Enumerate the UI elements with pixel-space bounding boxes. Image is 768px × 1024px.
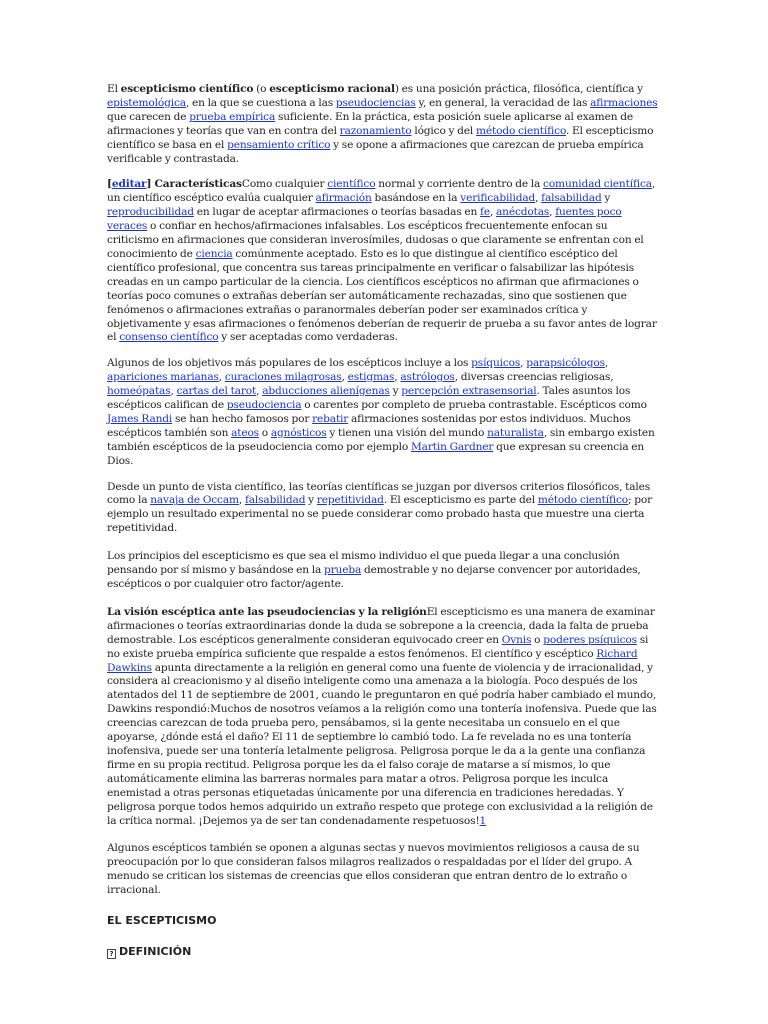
- text: Los principios del escepticismo es que sea el mismo individuo el que pueda llegar a una conclusión pensando por sí mismo y basándose en la: [107, 550, 620, 577]
- text: ,: [394, 371, 401, 384]
- link-martin-gardner[interactable]: Martin Gardner: [410, 440, 494, 453]
- text: o carentes por completo de prueba contrastable. Escépticos como: [301, 399, 647, 412]
- text: y: [601, 192, 611, 205]
- link-pseudociencias[interactable]: pseudociencias: [335, 96, 416, 109]
- paragraph-caracteristicas: [107, 178, 661, 345]
- link-homeopatas[interactable]: homeópatas: [107, 385, 171, 398]
- link-abducciones-alienigenas[interactable]: abducciones alienígenas: [262, 385, 390, 398]
- link-apariciones-marianas[interactable]: apariciones marianas: [107, 371, 219, 384]
- link-metodo-cientifico[interactable]: método científico: [475, 124, 566, 137]
- text: ,: [238, 494, 245, 507]
- bracket: [: [107, 178, 112, 191]
- link-psiquicos[interactable]: psíquicos: [471, 357, 521, 370]
- text: o confiar en hechos/afirmaciones infalsables. Los escépticos frecuentemente enfocan su criticismo en afirmaciones que consideran inverosímiles, dudosas o que claramente se enfrentan con el conocimiento de: [107, 220, 644, 260]
- text: afirmaciones sostenidas por estos individuos. Muchos escépticos también son: [107, 412, 631, 439]
- link-fe[interactable]: fe: [480, 206, 490, 219]
- text: que expresan su creencia en Dios.: [107, 440, 645, 467]
- link-afirmaciones[interactable]: afirmaciones: [590, 96, 658, 109]
- text: lógico y del: [411, 124, 476, 137]
- text: ,: [170, 385, 177, 398]
- link-epistemologica[interactable]: epistemológica: [107, 96, 186, 109]
- missing-glyph-icon: ?: [107, 949, 116, 959]
- text: demostrable y no dejarse convencer por autoridades, escépticos o por cualquier otro factor/agente.: [107, 564, 641, 590]
- link-metodo-cientifico[interactable]: método científico: [537, 494, 629, 507]
- text: apunta directamente a la religión en general como una fuente de violencia y de irracionalidad, y considera al creacionismo y al diseño inteligente como una amenaza a la biología. Poco después de los atentados del 11 de septiembre de 2001, cuando le preguntaron en qué podría haber cambiado el mundo, Dawkins respondió:Muchos de nosotros veíamos a la religión como una tontería inofensiva. Puede que las creencias carezcan de toda prueba pero, pensábamos, si la gente necesitaba un consuelo en el que apoyarse, ¿dónde está el daño? El 11 de septiembre lo cambió todo. La fe revelada no es una tontería inofensiva, puede ser una tontería letalmente peligrosa. Peligrosa porque le da a la gente una confianza firme en su propia rectitud. Peligrosa porque les da el falso coraje de matarse a sí mismos, lo que automáticamente elimina las barreras normales para matar a otros. Peligrosa porque les inculca enemistad a otras personas etiquetadas únicamente por una diferencia en tradiciones heredadas. Y peligrosa porque todos hemos adquirido un extraño respeto que protege con exclusividad a la religión de la crítica normal. ¡Dejemos ya de ser tan condenadamente respetuosos!: [107, 661, 657, 827]
- link-verificabilidad[interactable]: verificabilidad: [460, 192, 536, 205]
- link-razonamiento[interactable]: razonamiento: [339, 124, 412, 137]
- link-rebatir[interactable]: rebatir: [312, 412, 349, 425]
- link-falsabilidad[interactable]: falsabilidad: [541, 192, 602, 205]
- link-reproducibilidad[interactable]: reproducibilidad: [107, 206, 194, 219]
- text: y se opone a afirmaciones que carezcan de prueba empírica verificable y contrastada.: [107, 138, 644, 165]
- link-editar[interactable]: editar: [111, 178, 147, 191]
- link-prueba-empirica[interactable]: prueba empírica: [189, 110, 276, 123]
- text: Algunos escépticos también se oponen a algunas sectas y nuevos movimientos religiosos a causa de su preocupación por lo que consideran falsos milagros realizados o respaldadas por el líder del grupo. A menudo se critican los sistemas de creencias que ellos consideran que entran dentro de lo extraño o irracional.: [107, 842, 640, 897]
- text: ,: [256, 385, 263, 398]
- text: , un científico escéptico evalúa cualquier: [107, 178, 656, 205]
- link-ovnis[interactable]: Ovnis: [501, 633, 532, 646]
- text: o: [531, 633, 544, 646]
- text: El escepticismo es una manera de examinar afirmaciones o teorías extraordinarias donde la duda se sobrepone a la creencia, dada la falta de prueba demostrable. Los escépticos generalmente consideran equivocado creer en: [107, 605, 655, 646]
- text: , en la que se cuestiona a las: [185, 96, 336, 109]
- text: El: [107, 83, 121, 95]
- text: ) es una posición práctica, filosófica, científica y: [394, 83, 643, 95]
- text: ,: [549, 206, 556, 219]
- text: , diversas creencias religiosas,: [454, 371, 614, 384]
- link-pseudociencia[interactable]: pseudociencia: [226, 399, 302, 412]
- text: . El escepticismo es parte del: [383, 494, 538, 507]
- text: Algunos de los objetivos más populares de los escépticos incluye a los: [107, 357, 472, 370]
- text: basándose en la: [371, 192, 461, 205]
- link-footnote-1[interactable]: 1: [479, 814, 487, 827]
- heading-el-escepticismo: EL ESCEPTICISMO: [107, 914, 217, 928]
- text: si no existe prueba empírica suficiente que respalde a estos fenómenos. El científico y escéptico: [107, 633, 649, 660]
- text: normal y corriente dentro de la: [375, 178, 544, 191]
- link-parapsicologos[interactable]: parapsicólogos: [526, 357, 605, 370]
- text: , sin embargo existen también escépticos de la pseudociencia como por ejemplo: [107, 426, 655, 453]
- link-agnosticos[interactable]: agnósticos: [270, 426, 327, 439]
- term-escepticismo-racional: escepticismo racional: [269, 83, 395, 95]
- link-curaciones-milagrosas[interactable]: curaciones milagrosas: [224, 371, 342, 384]
- text: ; por ejemplo un resultado experimental no se puede considerar como probado hasta que muestre una cierta repetitividad.: [107, 494, 653, 535]
- text: en lugar de aceptar afirmaciones o teorías basadas en: [193, 206, 481, 219]
- section-title-vision-esceptica: La visión escéptica ante las pseudociencias y la religión: [107, 605, 427, 618]
- link-consenso-cientifico[interactable]: consenso científico: [119, 331, 219, 344]
- text: que carecen de: [107, 110, 190, 123]
- text: ,: [489, 206, 496, 219]
- bracket: ]: [146, 178, 155, 191]
- text: . El escepticismo científico se basa en el: [107, 124, 654, 151]
- link-pensamiento-critico[interactable]: pensamiento crítico: [227, 138, 331, 151]
- link-james-randi[interactable]: James Randi: [107, 412, 173, 425]
- text: ,: [604, 357, 609, 370]
- text: se han hecho famosos por: [172, 412, 313, 425]
- term-escepticismo-cientifico: escepticismo científico: [120, 83, 254, 95]
- text: ,: [341, 371, 348, 384]
- link-percepcion-extrasensorial[interactable]: percepción extrasensorial: [401, 385, 537, 398]
- text: ,: [535, 192, 542, 205]
- paragraph-principios: [107, 550, 661, 592]
- text: . Tales asuntos los escépticos califican de: [107, 385, 631, 412]
- link-falsabilidad[interactable]: falsabilidad: [244, 494, 306, 507]
- text: Desde un punto de vista científico, las teorías científicas se juzgan por diversos criterios filosóficos, tales como la: [107, 480, 651, 507]
- link-prueba[interactable]: prueba: [324, 564, 362, 577]
- text: y: [389, 385, 402, 398]
- text: y: [305, 494, 317, 507]
- link-richard-dawkins[interactable]: Richard Dawkins: [107, 647, 638, 674]
- link-comunidad-cientifica[interactable]: comunidad científica: [543, 178, 652, 191]
- text: y tienen una visión del mundo: [326, 426, 488, 439]
- link-afirmacion[interactable]: afirmación: [315, 192, 372, 205]
- paragraph-punto-de-vista: [107, 481, 661, 537]
- link-navaja-de-occam[interactable]: navaja de Occam: [150, 494, 239, 507]
- text: suficiente. En la práctica, esta posición suele aplicarse al examen de afirmaciones y teorías que van en contra del: [107, 110, 633, 137]
- section-title-caracteristicas: Características: [154, 178, 242, 191]
- text: comúnmente aceptado. Esto es lo que distingue al científico escéptico del científico profesional, que concentra sus tareas principalmente en verificar o falsabilizar las hipótesis creadas en un campo particular de la ciencia. Los científicos escépticos no afirman que afirmaciones o teorías poco comunes o extrañas deberían ser automáticamente rechazadas, sino que sostienen que fenómenos o afirmaciones extrañas o paranormales deberían poder ser examinados crítica y objetivamente y esas afirmaciones o fenómenos deberían de requerir de prueba a su favor antes de lograr el: [107, 247, 657, 344]
- link-poderes-psiquicos[interactable]: poderes psíquicos: [543, 633, 637, 646]
- link-estigmas[interactable]: estigmas: [347, 371, 395, 384]
- text: y ser aceptadas como verdaderas.: [218, 331, 398, 344]
- paragraph-sectas: [107, 842, 661, 898]
- link-fuentes-poco-veraces[interactable]: fuentes poco veraces: [107, 206, 622, 233]
- text: y, en general, la veracidad de las: [415, 96, 591, 109]
- document-page: [107, 83, 661, 959]
- paragraph-objetivos: [107, 357, 661, 468]
- link-ciencia[interactable]: ciencia: [195, 247, 233, 260]
- heading-definicion: [107, 945, 661, 959]
- text: Como cualquier: [241, 178, 328, 191]
- heading-definicion-label: DEFINICIÓN: [119, 945, 192, 959]
- text: ,: [520, 357, 527, 370]
- text: ,: [218, 371, 225, 384]
- link-naturalista[interactable]: naturalista: [487, 426, 544, 439]
- link-astrologos[interactable]: astrólogos: [400, 371, 455, 384]
- link-repetitividad[interactable]: repetitividad: [316, 494, 384, 507]
- link-ateos[interactable]: ateos: [231, 426, 259, 439]
- text: o: [258, 426, 271, 439]
- link-cartas-del-tarot[interactable]: cartas del tarot: [176, 385, 257, 398]
- link-anecdotas[interactable]: anécdotas: [495, 206, 550, 219]
- paragraph-vision-esceptica: [107, 606, 661, 829]
- link-cientifico[interactable]: científico: [327, 178, 376, 191]
- text: (o: [253, 83, 270, 95]
- paragraph-intro: [107, 83, 661, 166]
